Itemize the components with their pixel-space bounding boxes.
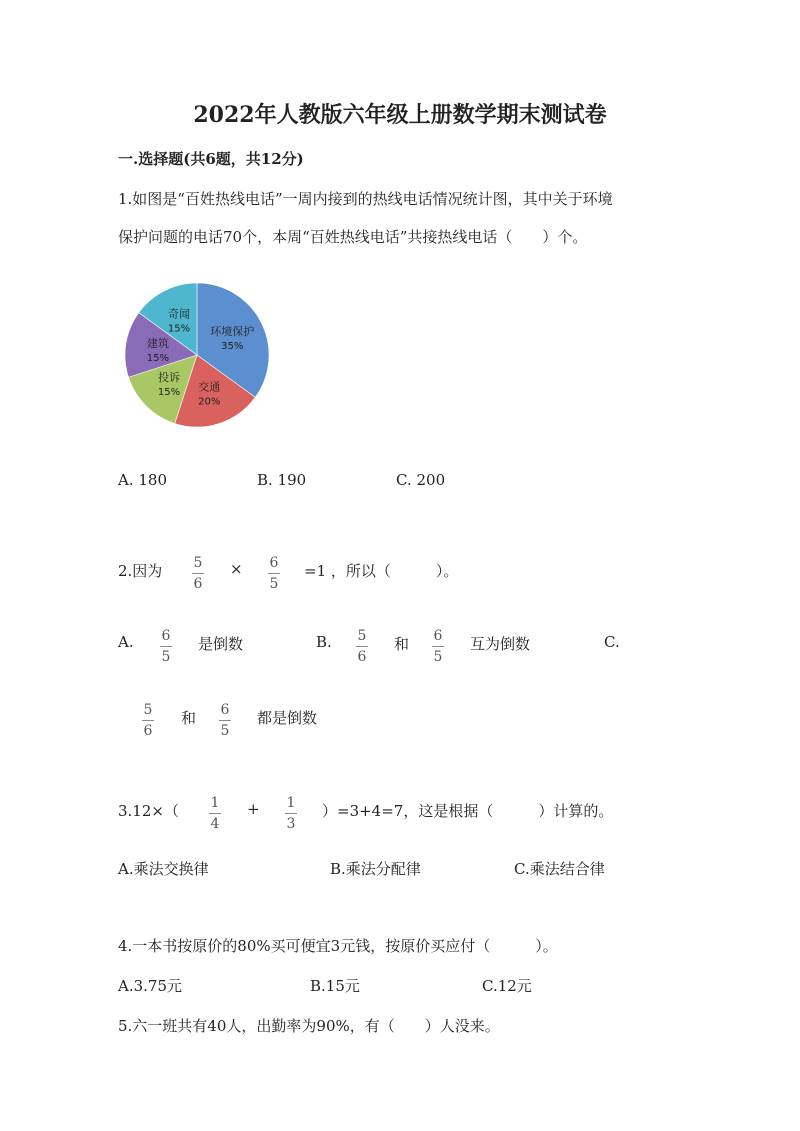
pie-value-4: 15% xyxy=(146,352,170,364)
q3-fraction-2 xyxy=(285,795,297,832)
q3-option-b: B.乘法分配律 xyxy=(330,860,421,878)
denominator: 3 xyxy=(286,816,296,832)
numerator: 1 xyxy=(210,795,220,811)
q3-plus: + xyxy=(247,800,260,818)
denominator: 5 xyxy=(269,576,279,592)
q2-option-b-text: 互为倒数 xyxy=(470,635,531,653)
numerator: 5 xyxy=(193,555,203,571)
q4-option-c: C.12元 xyxy=(482,977,532,995)
q2-option-c-fraction-1 xyxy=(142,702,154,739)
q2-times: × xyxy=(230,560,243,578)
numerator: 5 xyxy=(143,702,153,718)
q1-line1: 1.如图是“百姓热线电话”一周内接到的热线电话情况统计图，其中关于环境 xyxy=(118,190,613,208)
q2-option-c-fraction-2 xyxy=(219,702,231,739)
q2-fraction-1 xyxy=(192,555,204,592)
denominator: 6 xyxy=(357,649,367,665)
denominator: 5 xyxy=(161,649,171,665)
numerator: 6 xyxy=(269,555,279,571)
pie-label-4: 建筑 xyxy=(146,336,169,350)
denominator: 5 xyxy=(433,649,443,665)
pie-label-3: 投诉 xyxy=(157,371,180,385)
denominator: 4 xyxy=(210,816,220,832)
page-title: 2022年人教版六年级上册数学期末测试卷 xyxy=(193,102,607,128)
pie-value-3: 15% xyxy=(157,387,181,399)
q3-option-a: A.乘法交换律 xyxy=(118,860,209,878)
q3-fraction-1 xyxy=(209,795,221,832)
denominator: 6 xyxy=(143,723,153,739)
q2-prefix: 2.因为 xyxy=(118,562,163,580)
q4-text: 4.一本书按原价的80%买可便宜3元钱，按原价买应付（ ）。 xyxy=(118,937,558,955)
q2-option-c-text: 都是倒数 xyxy=(257,709,318,727)
q1-option-b: B. 190 xyxy=(257,471,307,489)
q2-fraction-2 xyxy=(268,555,280,592)
pie-chart xyxy=(120,278,280,438)
pie-value-5: 15% xyxy=(167,323,191,335)
q2-suffix: =1 ，所以（ ）。 xyxy=(304,562,459,580)
denominator: 5 xyxy=(220,723,230,739)
q1-option-c: C. 200 xyxy=(396,471,446,489)
q1-line2: 保护问题的电话70个，本周“百姓热线电话”共接热线电话（ ）个。 xyxy=(118,228,588,246)
numerator: 6 xyxy=(220,702,230,718)
q2-option-b-fraction-1 xyxy=(356,628,368,665)
q2-option-a-fraction xyxy=(160,628,172,665)
q4-option-b: B.15元 xyxy=(310,977,360,995)
q2-option-c-and: 和 xyxy=(181,709,197,727)
q2-option-a-label: A. xyxy=(118,633,134,651)
numerator: 6 xyxy=(433,628,443,644)
q4-option-a: A.3.75元 xyxy=(118,977,182,995)
numerator: 5 xyxy=(357,628,367,644)
section-heading: 一.选择题(共6题，共12分) xyxy=(118,150,304,168)
q2-option-a-text: 是倒数 xyxy=(198,635,244,653)
numerator: 1 xyxy=(286,795,296,811)
q2-option-b-label: B. xyxy=(316,633,332,651)
pie-value-2: 20% xyxy=(198,396,221,408)
q1-option-a: A. 180 xyxy=(118,471,167,489)
q2-option-c-label: C. xyxy=(604,633,620,651)
pie-label-2: 交通 xyxy=(198,380,221,394)
q2-option-b-and: 和 xyxy=(394,635,410,653)
q2-option-b-fraction-2 xyxy=(432,628,444,665)
pie-label-1: 环境保护 xyxy=(210,325,255,339)
denominator: 6 xyxy=(193,576,203,592)
pie-label-5: 奇闻 xyxy=(168,307,191,321)
numerator: 6 xyxy=(161,628,171,644)
q3-suffix: ）=3+4=7，这是根据（ ）计算的。 xyxy=(322,802,614,820)
q5-text: 5.六一班共有40人，出勤率为90%，有（ ）人没来。 xyxy=(118,1017,500,1035)
pie-value-1: 35% xyxy=(221,341,244,353)
q3-option-c: C.乘法结合律 xyxy=(514,860,605,878)
q3-prefix: 3.12×（ xyxy=(118,802,179,820)
